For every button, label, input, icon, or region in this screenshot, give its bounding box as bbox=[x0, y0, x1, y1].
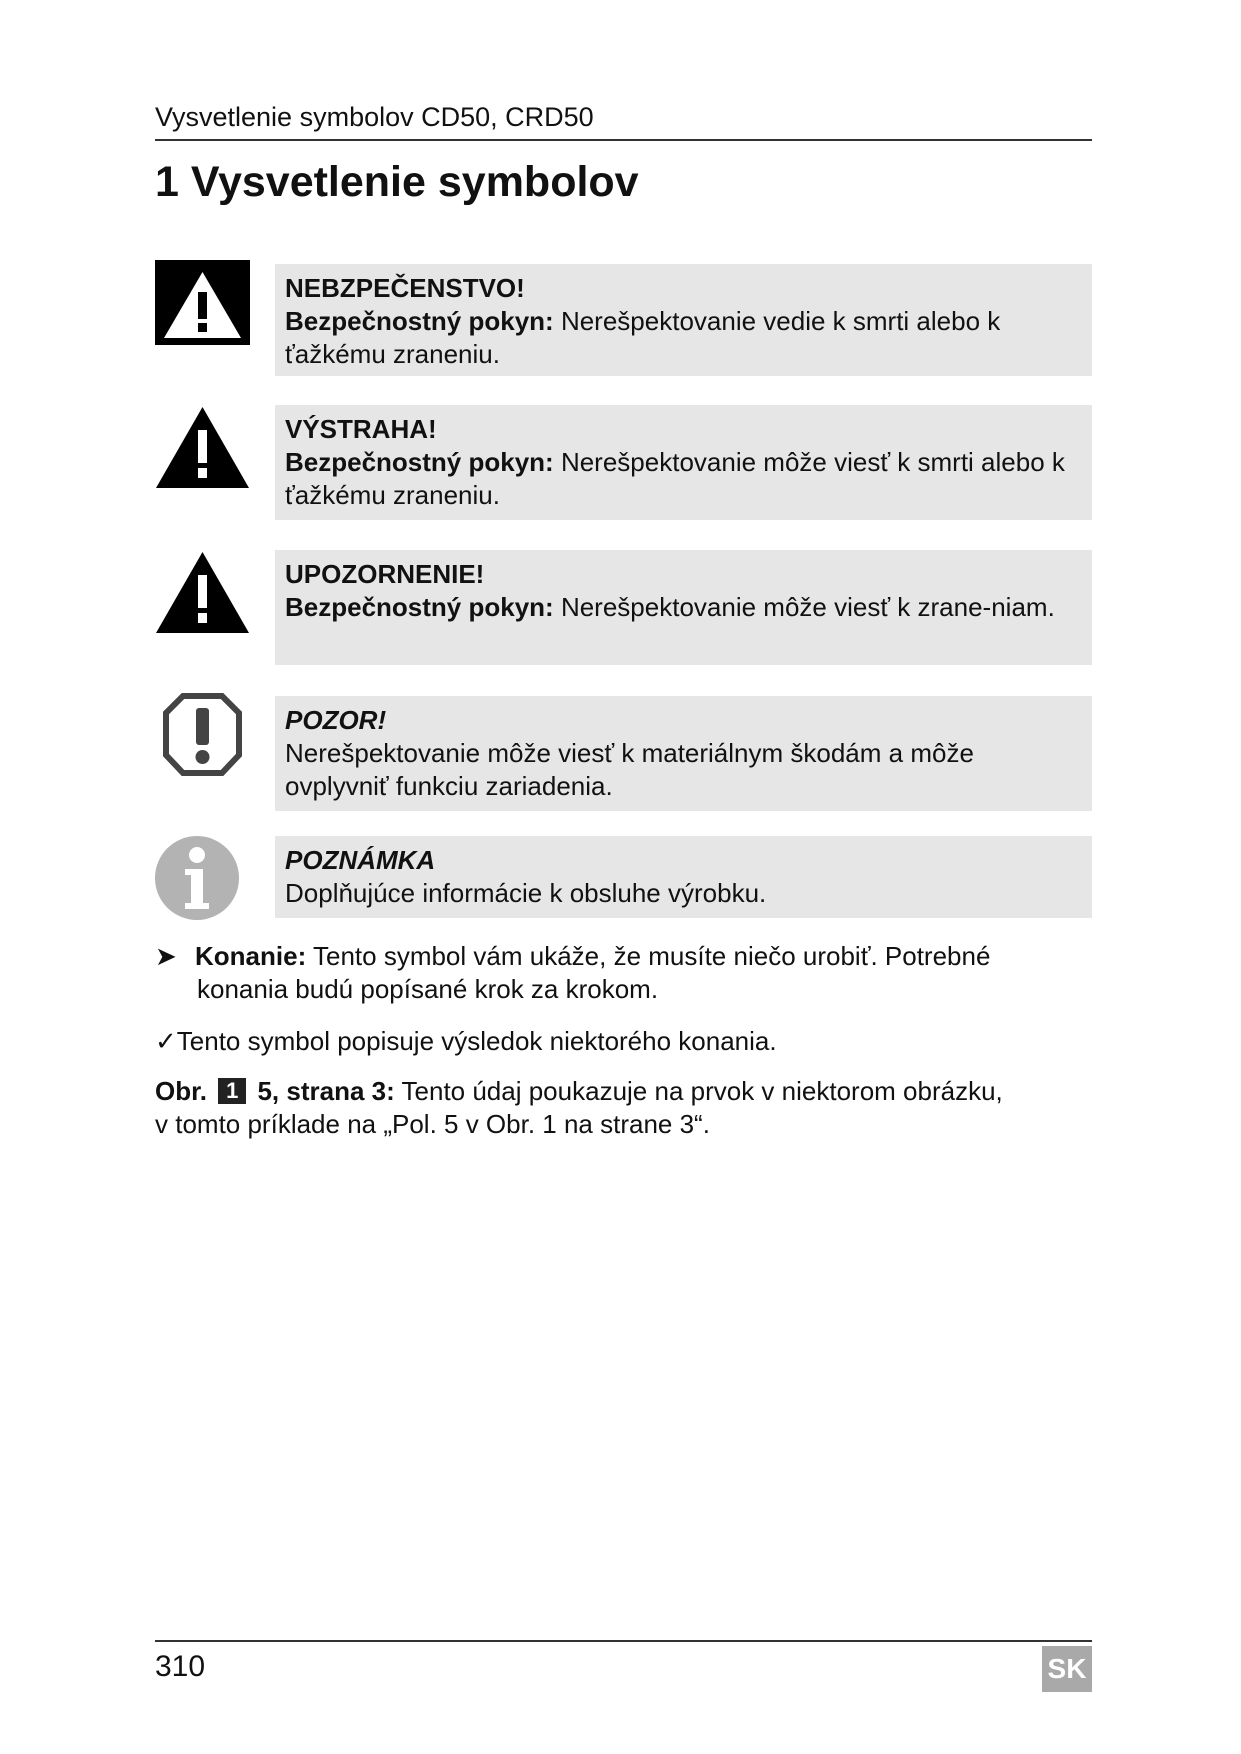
notice-box bbox=[275, 550, 1092, 665]
reference-text-line1: Tento údaj poukazuje na prvok v niektorom obrázku, bbox=[394, 1076, 1003, 1106]
notice-box bbox=[275, 836, 1092, 918]
attention-octagon-icon bbox=[155, 693, 250, 778]
notice-text: Nerešpektovanie môže viesť k materiálnym škodám a môže ovplyvniť funkciu zariadenia. bbox=[285, 738, 974, 801]
footer-divider bbox=[155, 1640, 1092, 1642]
warning-triangle-icon bbox=[155, 405, 250, 490]
notice-box bbox=[275, 696, 1092, 811]
notice-label: VÝSTRAHA! bbox=[285, 414, 437, 444]
header-divider bbox=[155, 139, 1092, 141]
notice-text: Nerešpektovanie vedie k smrti alebo k ťažkému zraneniu. bbox=[285, 306, 1001, 369]
danger-warning-icon bbox=[155, 260, 250, 345]
figure-number-badge: 1 bbox=[218, 1078, 246, 1104]
reference-paragraph bbox=[155, 1075, 1092, 1141]
page-title: 1 Vysvetlenie symbolov bbox=[155, 158, 639, 206]
result-paragraph: ✓Tento symbol popisuje výsledok niektorého konania. bbox=[155, 1026, 777, 1056]
reference-lead-b: 5, strana 3: bbox=[250, 1076, 395, 1106]
action-text-line2: konania budú popísané krok za krokom. bbox=[197, 974, 659, 1004]
notice-text: Nerešpektovanie môže viesť k zrane-niam. bbox=[553, 592, 1055, 622]
notice-lead: Bezpečnostný pokyn: bbox=[285, 447, 554, 477]
notice-box bbox=[275, 264, 1092, 376]
notice-box bbox=[275, 405, 1092, 520]
notice-label: UPOZORNENIE! bbox=[285, 559, 485, 589]
page-number: 310 bbox=[155, 1650, 206, 1683]
notice-label: POZNÁMKA bbox=[285, 845, 436, 875]
language-badge: SK bbox=[1042, 1646, 1092, 1692]
notice-label: NEBZPEČENSTVO! bbox=[285, 273, 525, 303]
action-text-line1: Tento symbol vám ukáže, že musíte niečo urobiť. Potrebné bbox=[306, 941, 991, 971]
notice-text: Doplňujúce informácie k obsluhe výrobku. bbox=[285, 878, 767, 908]
running-header: Vysvetlenie symbolov CD50, CRD50 bbox=[155, 102, 594, 132]
action-arrow-icon: ➤ bbox=[155, 941, 177, 971]
action-lead: Konanie: bbox=[195, 941, 307, 971]
action-paragraph bbox=[155, 940, 1092, 1006]
info-icon bbox=[155, 836, 250, 921]
notice-label: POZOR! bbox=[285, 705, 387, 735]
caution-triangle-icon bbox=[155, 550, 250, 635]
notice-text: Nerešpektovanie môže viesť k smrti alebo k ťažkému zraneniu. bbox=[285, 447, 1065, 510]
reference-lead: Obr. bbox=[155, 1076, 208, 1106]
reference-text-line2: v tomto príklade na „Pol. 5 v Obr. 1 na strane 3“. bbox=[155, 1109, 710, 1139]
notice-lead: Bezpečnostný pokyn: bbox=[285, 592, 554, 622]
notice-lead: Bezpečnostný pokyn: bbox=[285, 306, 554, 336]
